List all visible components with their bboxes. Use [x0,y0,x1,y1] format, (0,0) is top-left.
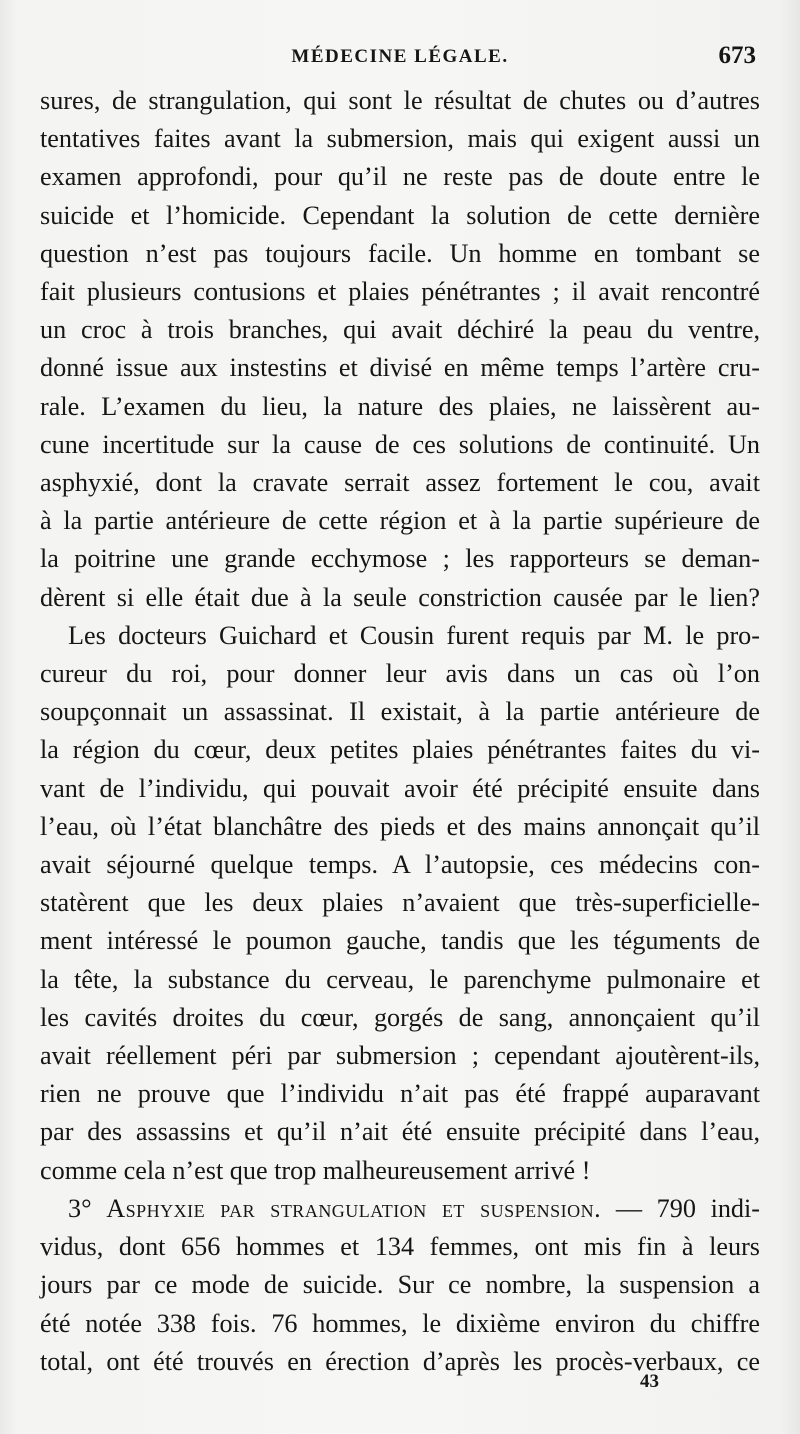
text-line: avait séjourné quelque temps. A l’autopsie, ces médecins con- [40,850,760,880]
text-line: soupçonnait un assassinat. Il existait, à la partie antérieure de [40,697,760,727]
text-line: un croc à trois branches, qui avait déchiré la peau du ventre, [40,315,760,345]
text-line: cureur du roi, pour donner leur avis dans un cas où l’on [40,659,760,689]
text-line: ment intéressé le poumon gauche, tandis que les téguments de [40,926,760,956]
text-line: la région du cœur, deux petites plaies pénétrantes faites du vi- [40,735,760,765]
text-line: les cavités droites du cœur, gorgés de sang, annonçaient qu’il [40,1002,760,1032]
text-line: fait plusieurs contusions et plaies pénétrantes ; il avait rencontré [40,277,760,307]
page-body [40,82,760,1381]
text-line: avait réellement péri par submersion ; cependant ajoutèrent-ils, [40,1041,760,1071]
section-number: 3° [68,1193,92,1223]
running-head: MÉDECINE LÉGALE. [291,46,509,67]
text-line-paragraph-start: Les docteurs Guichard et Cousin furent requis par M. le pro- [68,620,760,650]
section-heading: Asphyxie par strangulation et suspension. [106,1193,602,1223]
text-line: sures, de strangulation, qui sont le résultat de chutes ou d’autres [40,86,760,115]
text-line: total, ont été trouvés en érection d’après les procès-verbaux, ce [40,1346,760,1376]
text-line: vant de l’individu, qui pouvait avoir été précipité ensuite dans [40,773,760,803]
text-line: rien ne prouve que l’individu n’ait pas été frappé auparavant [40,1079,760,1109]
section-first-line-rest: — 790 indi- [615,1193,761,1223]
text-line: statèrent que les deux plaies n’avaient que très-superficielle- [40,888,760,918]
text-line: la poitrine une grande ecchymose ; les rapporteurs se deman- [40,544,760,574]
page-header [40,44,760,76]
text-line: la tête, la substance du cerveau, le parenchyme pulmonaire et [40,964,760,994]
signature-mark: 43 [640,1371,659,1392]
text-line: suicide et l’homicide. Cependant la solution de cette dernière [40,200,760,230]
text-line: question n’est pas toujours facile. Un homme en tombant se [40,238,760,268]
text-line: par des assassins et qu’il n’ait été ensuite précipité dans l’eau, [40,1117,760,1147]
text-line: asphyxié, dont la cravate serrait assez fortement le cou, avait [40,468,760,498]
text-line: dèrent si elle était due à la seule constriction causée par le lien? [40,582,760,612]
text-line: été notée 338 fois. 76 hommes, le dixième environ du chiffre [40,1308,760,1338]
text-line: cune incertitude sur la cause de ces solutions de continuité. Un [40,429,760,459]
text-line: l’eau, où l’état blanchâtre des pieds et des mains annonçait qu’il [40,811,760,841]
section-first-line [40,1190,760,1228]
text-line: vidus, dont 656 hommes et 134 femmes, ont mis fin à leurs [40,1232,760,1262]
text-line: jours par ce mode de suicide. Sur ce nombre, la suspension a [40,1270,760,1300]
text-line-paragraph-end: comme cela n’est que trop malheureusement arrivé ! [40,1155,591,1185]
text-line: tentatives faites avant la submersion, mais qui exigent aussi un [40,124,760,154]
page-number: 673 [718,42,756,69]
text-line: donné issue aux instestins et divisé en même temps l’artère cru- [40,353,760,383]
text-line: à la partie antérieure de cette région et à la partie supérieure de [40,506,760,536]
text-line: examen approfondi, pour qu’il ne reste pas de doute entre le [40,162,760,192]
text-line: rale. L’examen du lieu, la nature des plaies, ne laissèrent au- [40,391,760,421]
